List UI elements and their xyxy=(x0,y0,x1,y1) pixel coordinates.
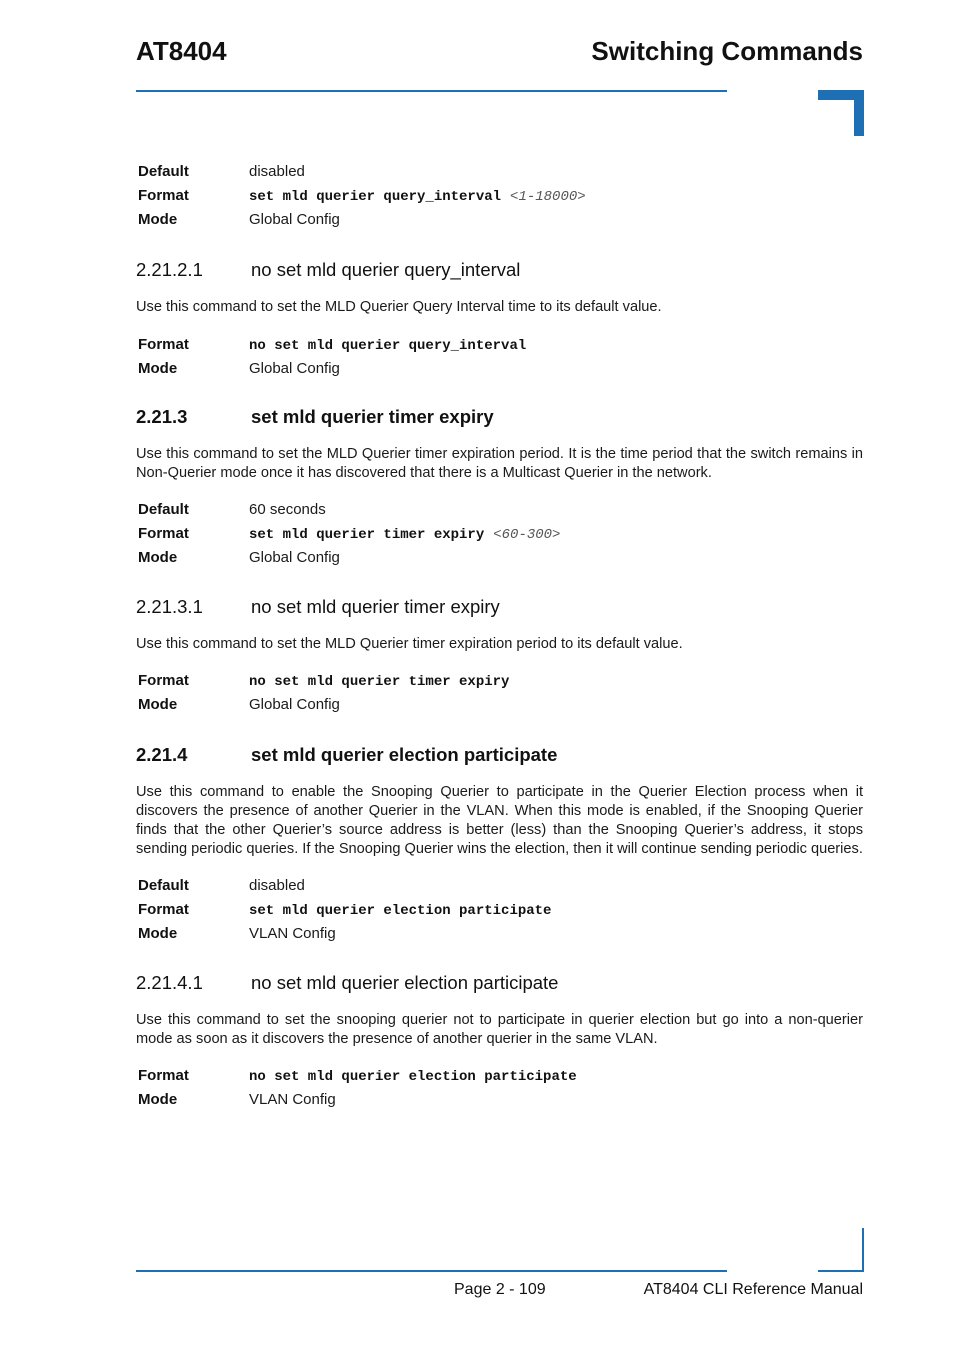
default-label: Default xyxy=(138,501,189,518)
section-description: Use this command to set the MLD Querier timer expiration period. It is the time period that the switch remains in Non-Querier mode once it has discovered that there is a Multicast Querier in the network. xyxy=(136,446,863,481)
format-label: Format xyxy=(138,672,189,689)
section-number: 2.21.4 xyxy=(136,744,188,765)
page-content xyxy=(136,163,863,1115)
section-description: Use this command to enable the Snooping Querier to participate in the Querier Election process when it discovers the presence of another Querier in the VLAN. When this mode is enabled, if the Snooping Querier finds that the other Querier’s source address is better (less) than the Snooping Querier’s address, it stops sending periodic queries. If the Snooping Querier wins the election, then it will continue sending periodic queries. xyxy=(136,784,863,857)
format-argument: <1-18000> xyxy=(510,189,586,205)
section-title: no set mld querier timer expiry xyxy=(251,596,500,617)
section-number: 2.21.3.1 xyxy=(136,596,203,617)
section-heading xyxy=(136,744,863,766)
mode-row xyxy=(136,549,863,573)
format-row xyxy=(136,187,863,211)
format-command: set mld querier election participate xyxy=(249,903,552,919)
format-label: Format xyxy=(138,901,189,918)
mode-label: Mode xyxy=(138,696,178,713)
format-command: no set mld querier timer expiry xyxy=(249,674,510,690)
format-row xyxy=(136,336,863,360)
mode-label: Mode xyxy=(138,549,178,566)
format-command: no set mld querier query_interval xyxy=(249,338,527,354)
section-number: 2.21.2.1 xyxy=(136,259,203,280)
footer-rule xyxy=(136,1270,727,1272)
header-corner-mark xyxy=(818,90,864,136)
mode-label: Mode xyxy=(138,211,178,228)
section-heading xyxy=(136,972,863,994)
mode-value: Global Config xyxy=(249,360,340,377)
default-label: Default xyxy=(138,877,189,894)
mode-value: Global Config xyxy=(249,211,340,228)
section-title: set mld querier election participate xyxy=(251,744,558,765)
mode-label: Mode xyxy=(138,925,178,942)
format-label: Format xyxy=(138,1067,189,1084)
section-heading xyxy=(136,406,863,428)
section-title: no set mld querier election participate xyxy=(251,972,559,993)
mode-label: Mode xyxy=(138,360,178,377)
default-row xyxy=(136,163,863,187)
format-command: set mld querier timer expiry xyxy=(249,527,485,543)
footer-corner-mark xyxy=(818,1228,864,1272)
default-row xyxy=(136,877,863,901)
section-description: Use this command to set the MLD Querier Query Interval time to its default value. xyxy=(136,299,662,315)
section-description: Use this command to set the snooping querier not to participate in querier election but go into a non-querier mode as soon as it discovers the presence of another querier in the same VLAN. xyxy=(136,1012,863,1047)
section-number: 2.21.4.1 xyxy=(136,972,203,993)
default-value: 60 seconds xyxy=(249,501,326,518)
mode-value: VLAN Config xyxy=(249,925,336,942)
mode-row xyxy=(136,360,863,384)
format-row xyxy=(136,672,863,696)
mode-label: Mode xyxy=(138,1091,178,1108)
format-command: set mld querier query_interval xyxy=(249,189,502,205)
section-heading xyxy=(136,259,863,281)
format-row xyxy=(136,1067,863,1091)
page-number: Page 2 - 109 xyxy=(454,1281,546,1298)
default-row xyxy=(136,501,863,525)
mode-row xyxy=(136,1091,863,1115)
format-row xyxy=(136,525,863,549)
mode-value: Global Config xyxy=(249,696,340,713)
header-rule xyxy=(136,90,727,92)
section-heading xyxy=(136,596,863,618)
section-title: no set mld querier query_interval xyxy=(251,259,521,280)
section-title: set mld querier timer expiry xyxy=(251,406,494,427)
format-row xyxy=(136,901,863,925)
section-description: Use this command to set the MLD Querier timer expiration period to its default value. xyxy=(136,636,683,652)
default-label: Default xyxy=(138,163,189,180)
mode-row xyxy=(136,696,863,720)
section-number: 2.21.3 xyxy=(136,406,188,427)
header-product-name: AT8404 xyxy=(136,36,227,66)
default-value: disabled xyxy=(249,877,305,894)
format-label: Format xyxy=(138,525,189,542)
header-chapter-title: Switching Commands xyxy=(591,36,863,66)
default-value: disabled xyxy=(249,163,305,180)
mode-value: VLAN Config xyxy=(249,1091,336,1108)
format-label: Format xyxy=(138,336,189,353)
format-argument: <60-300> xyxy=(493,527,561,543)
mode-row xyxy=(136,925,863,949)
mode-row xyxy=(136,211,863,235)
format-command: no set mld querier election participate xyxy=(249,1069,577,1085)
manual-title: AT8404 CLI Reference Manual xyxy=(643,1281,863,1298)
format-label: Format xyxy=(138,187,189,204)
mode-value: Global Config xyxy=(249,549,340,566)
